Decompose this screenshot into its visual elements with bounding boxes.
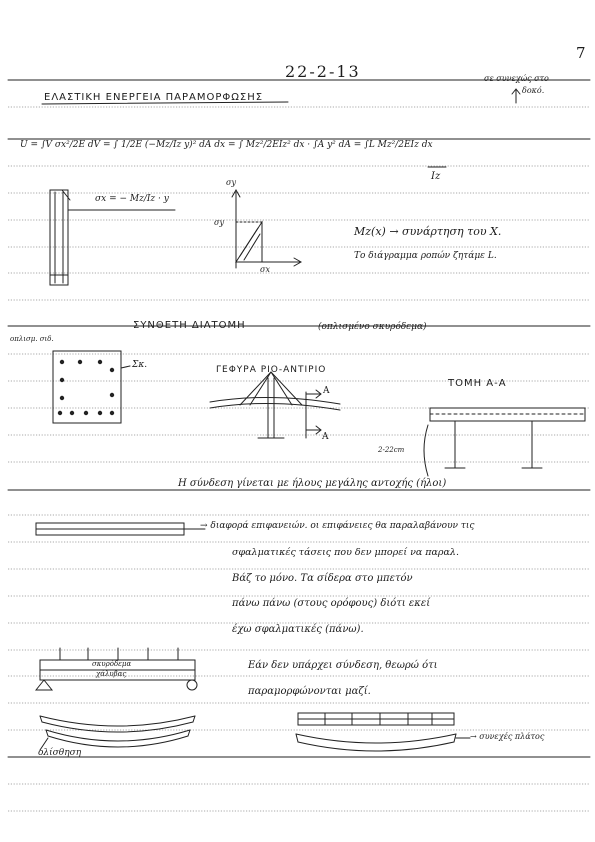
layer-sketch bbox=[36, 523, 205, 535]
label-sigma-y-top: σy bbox=[226, 178, 236, 187]
deformed-beams bbox=[40, 713, 470, 751]
up-arrow bbox=[512, 89, 520, 103]
top-note-line2: δοκό. bbox=[522, 86, 545, 95]
text-block1-line1: → διαφορά επιφανειών. οι επιφάνειες θα παραλαβάνουν τις bbox=[200, 521, 475, 531]
label-sigma-x-axis: σx bbox=[260, 265, 270, 274]
label-a-top: A bbox=[323, 386, 330, 396]
stress-diagram bbox=[232, 190, 301, 268]
note-mz-line2: Το διάγραμμα ροπών ζητάμε L. bbox=[354, 251, 497, 261]
page-number: 7 bbox=[576, 44, 586, 62]
text-connection: Η σύνδεση γίνεται με ήλους μεγάλης αντοχής (ήλοι) bbox=[178, 478, 447, 489]
section2-note: (οπλισμένο σκυρόδεμα) bbox=[318, 322, 427, 332]
text-block1-line5: έχω σφαλματικές (πάνω). bbox=[232, 624, 364, 635]
beam-sketch bbox=[50, 190, 175, 285]
label-olisthisi: ολίσθηση bbox=[38, 748, 82, 758]
label-section-aa: ΤΟΜΗ Α-Α bbox=[448, 378, 507, 389]
section1-title: ΕΛΑΣΤΙΚΗ ΕΝΕΡΓΕΙΑ ΠΑΡΑΜΟΡΦΩΣΗΣ bbox=[44, 92, 264, 103]
label-slip-right: → συνεχές πλάτος bbox=[470, 732, 545, 741]
equation-iz: Iz bbox=[431, 171, 441, 182]
label-sk: Σκ. bbox=[132, 360, 148, 370]
composite-beam-sketch bbox=[36, 648, 197, 690]
rc-section bbox=[53, 351, 130, 423]
label-bridge: ΓΕΦΥΡΑ ΡΙΟ-ΑΝΤΙΡΙΟ bbox=[216, 365, 327, 375]
text-block1-line2: σφαλματικές τάσεις που δεν μπορεί να παραλ. bbox=[232, 547, 459, 558]
bridge-sketch bbox=[210, 372, 340, 438]
text-block1-line3: Βάζ το μόνο. Τα σίδερα στο μπετόν bbox=[232, 573, 413, 584]
label-beam-top: σκυρόδεμα bbox=[92, 660, 132, 668]
label-oplism: οπλισμ. σιδ. bbox=[10, 335, 54, 343]
equation-sigma: σx = − Mz/Iz · y bbox=[95, 194, 169, 204]
section-aa-sketch bbox=[424, 408, 585, 476]
text-block2-line1: Εάν δεν υπάρχει σύνδεση, θεωρώ ότι bbox=[248, 660, 438, 671]
label-a-bottom: A bbox=[322, 432, 329, 442]
top-note-line1: σε συνεχώς στο bbox=[484, 74, 549, 83]
text-block2-line2: παραμορφώνονται μαζί. bbox=[248, 686, 371, 697]
section-separators bbox=[8, 80, 590, 757]
label-sigma-y-mid: σy bbox=[214, 218, 224, 227]
section2-title: ΣΥΝΘΕΤΗ ΔΙΑΤΟΜΗ bbox=[133, 320, 246, 331]
label-dimension: 2-22cm bbox=[378, 446, 405, 454]
text-block1-line4: πάνω πάνω (στους ορόφους) διότι εκεί bbox=[232, 598, 431, 609]
note-mz-line1: Mz(x) → συνάρτηση του X. bbox=[354, 225, 502, 238]
ruled-lines bbox=[8, 107, 590, 811]
equation-main: U = ∫V σx²/2E dV = ∫ 1/2E (−Mz/Iz y)² dA dx = ∫ Mz²/2EIz² dx · ∫A y² dA = ∫L Mz²/2EIz dx bbox=[20, 140, 433, 150]
label-beam-bottom: χάλυβας bbox=[96, 670, 127, 678]
date-heading: 22-2-13 bbox=[285, 62, 361, 81]
